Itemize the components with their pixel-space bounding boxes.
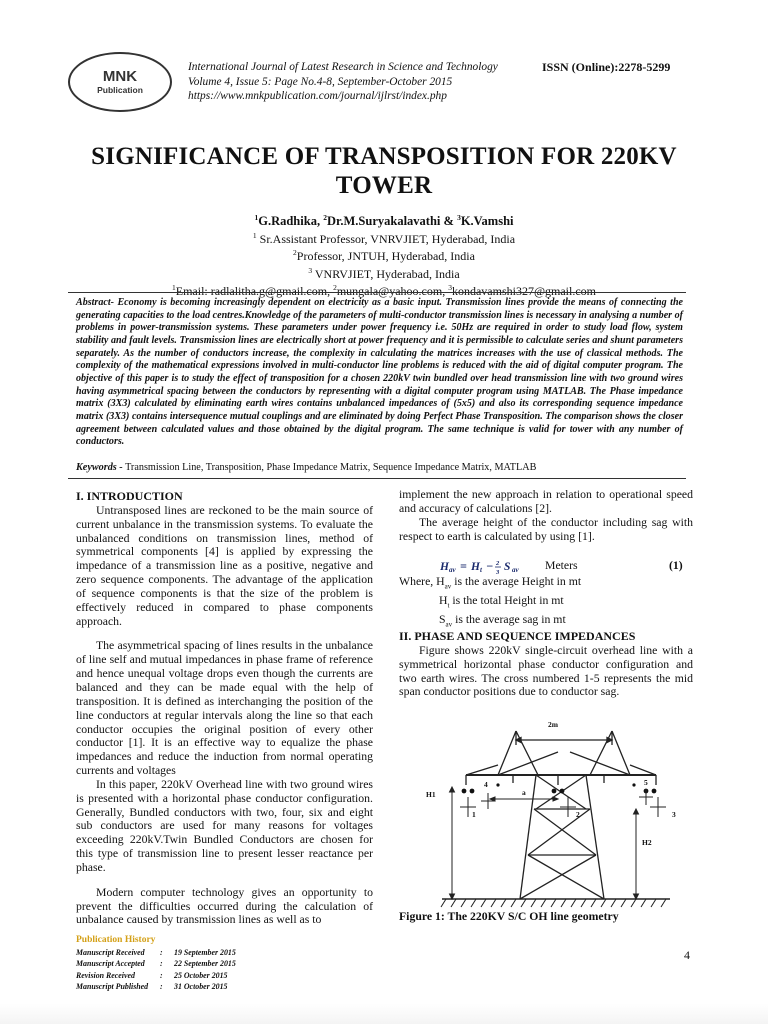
author-block [40,211,728,299]
def-text: is the total Height in mt [449,593,564,607]
affiliation-3 [40,264,728,282]
history-colon: : [160,970,163,980]
section2-paragraph: Figure shows 220kV single-circuit overhead line with a symmetrical horizontal phase conductor configuration and two earth wires. The cross numbered 1-5 represents the mid span conductor positions due to conductor sag. [399,643,693,699]
table-row [76,970,236,981]
svg-text:−: − [486,559,494,573]
svg-text:3: 3 [496,569,500,575]
publisher-logo [68,52,172,112]
intro-paragraph-2: The asymmetrical spacing of lines results in the unbalance of line self and mutual impedances in phase frame of reference and hence unequal voltage drops even though the currents are balanced and they can be made equal with the help of transposition. It is defined as interchanging the position of the line conductors at regular intervals along the line so that each conductor occupies the original position of every other conductor [1]. It is an effective way to equalize the phase impedances and reduce the induction from normal operating currents and voltages [76,639,373,778]
equation-1-formula [440,557,534,575]
def-sub: av [444,582,452,591]
sup: 2 [333,283,337,293]
title-line-2: TOWER [335,172,433,199]
right-paragraph-1: implement the new approach in relation to operational speed and accuracy of calculations [2]. [399,488,693,515]
sup: 1 [172,283,176,293]
affiliation-2-text: Professor, JNTUH, Hyderabad, India [296,249,475,264]
label-conductor-3: 3 [672,810,676,819]
label-h2: H2 [642,838,652,847]
svg-text:S: S [504,561,511,573]
definition-hav [399,575,689,594]
def-sub: av [445,620,453,629]
journal-volume: Volume 4, Issue 5: Page No.4-8, September-October 2015 [188,75,453,88]
abstract-top-rule [68,292,686,293]
email-1[interactable]: Email: radlalitha.g@gmail.com, [175,284,334,299]
history-key: Manuscript Published [76,981,149,991]
table-row [76,981,236,992]
def-sub: t [447,601,450,610]
publication-history-table [76,947,236,992]
label-conductor-2: 2 [576,810,580,819]
svg-text:H: H [440,561,449,573]
affiliation-2 [40,246,728,264]
history-value: 31 October 2015 [174,981,228,991]
svg-text:=: = [460,559,467,573]
history-colon: : [160,948,163,957]
def-text: S [439,612,446,626]
sup: 2 [293,248,297,258]
svg-text:t: t [480,566,482,574]
equation-definitions [399,575,689,632]
history-value: 19 September 2015 [174,948,236,957]
journal-name: International Journal of Latest Research in Science and Technology [188,61,498,73]
table-row [76,947,236,958]
def-text: is the average Height in mt [451,575,582,588]
abstract-text: Economy is becoming increasingly dependent on electricity as a basic input. Transmission lines provide the means of connecting the generating capacities to the load centres.Knowledge of the parameters of multi-conductor transmission lines is necessary in analysing a number of problems in power-transmission systems. These parameters under power frequency i.e. 50Hz are required in order to study load flow, system stability and fault levels. Transmission lines are electrically short at power frequency and it is permissible to calculate series and shunt parameters separately. As the number of conductors increase, the complexity in calculating the matrices increases with the use of classical methods. The complexity of the mathematical expressions involved in multi-conductor line problems is reduced with the aid of digital computer program. The objective of this paper is to study the effect of transposition for a chosen 220kV twin bundled over head transmission line with two ground wires having asymmetrical spacing between the conductors by representing with a digital computer program using MATLAB. The Phase impedance matrix (3X3) calculated by eliminating earth wires contains unbalanced impedances of (5x5) and also its corresponding sequence impedance matrix (3X3) contains intersequence mutual couplings and are eliminated by doing Perfect Phase Transposition. The comparison shows the closer agreement between calculated values and those obtained by the digital program. The same technique is valid for tower with any number of conductors. [76,297,683,448]
keywords-label: Keywords - [76,462,123,473]
journal-info [188,60,528,104]
publication-history [76,933,286,992]
intro-paragraph-4: Modern computer technology gives an opportunity to prevent the difficulties occurred during the calculation of unbalance caused by transmission lines as well as to [76,885,373,927]
history-key: Manuscript Received [76,948,145,957]
right-column-section2 [399,630,693,699]
section-heading-introduction: I. INTRODUCTION [76,489,183,503]
email-2[interactable]: mungala@yahoo.com, [336,284,449,299]
def-text: Where, H [399,575,445,588]
right-paragraph-2: The average height of the conductor including sag with respect to earth is calculated by using [1]. [399,515,693,543]
label-conductor-1: 1 [472,810,476,819]
label-h1: H1 [426,790,436,799]
keywords-text: Transmission Line, Transposition, Phase Impedance Matrix, Sequence Impedance Matrix, MATLAB [122,462,537,473]
author-1: G.Radhika, [258,214,324,229]
journal-url[interactable]: https://www.mnkpublication.com/journal/ijlrst/index.php [188,90,447,102]
history-value: 25 October 2015 [174,970,228,980]
label-2m: 2m [548,720,558,729]
logo-sub-text: Publication [97,85,143,95]
publication-history-title: Publication History [76,935,156,945]
table-row [76,958,236,969]
affiliation-1-text: Sr.Assistant Professor, VNRVJIET, Hyderabad, India [259,231,516,246]
svg-text:2: 2 [496,560,500,567]
page-number: 4 [684,948,690,962]
right-column-top [399,488,693,543]
left-column [76,490,373,927]
history-colon: : [160,981,163,991]
abstract-bottom-rule [68,478,686,479]
intro-paragraph-3: In this paper, 220kV Overhead line with two ground wires is presented with a horizontal phase conductor configuration. Generally, Bundled conductors with two, four, six and eight sub conductors are used for many reasons for voltages exceeding 220kV.Twin Bundled Conductors are chosen for this type of transmission line to present lesser reactance per phase. [76,777,373,874]
paper-title [40,142,728,200]
tower-figure [408,717,691,910]
history-value: 22 September 2015 [174,959,236,969]
issn: ISSN (Online):2278-5299 [542,60,671,74]
history-key: Manuscript Accepted [76,959,145,969]
phase-conductors [462,783,657,793]
figure-caption: Figure 1: The 220KV S/C OH line geometry [399,910,619,923]
author-2: Dr.M.Suryakalavathi & [326,214,458,229]
label-conductor-4: 4 [484,780,488,789]
affiliation-1 [40,229,728,247]
sup: 3 [448,283,452,293]
sup: 3 [457,213,461,222]
svg-text:av: av [449,566,456,574]
sup: 1 [254,213,259,222]
keywords [76,461,683,474]
history-key: Revision Received [76,970,135,980]
intro-paragraph-1: Untransposed lines are reckoned to be the main source of current unbalance in the transmission systems. To evaluate the unbalanced conditions on transmission lines, method of symmetrical components [4] is applied by expressing the impedance of a transmission line as a positive, negative and zero sequence components. The advantage of the application of sequence components is that the size of the problem is effectively reduced in compared to phase components approach. [76,503,373,628]
email-3[interactable]: kondavamshi327@gmail.com [451,284,596,299]
equation-number: (1) [669,559,683,572]
def-text: is the average sag in mt [452,612,566,626]
equation-units: Meters [545,559,578,572]
abstract [76,297,683,449]
author-3: K.Vamshi [460,214,514,229]
author-names [40,211,728,229]
abstract-label: Abstract- [76,297,114,308]
sup: 2 [323,213,327,222]
label-conductor-5: 5 [644,778,648,787]
svg-text:av: av [512,566,519,574]
ground-hatching [441,899,666,907]
sup: 1 [252,230,257,240]
label-a: a [522,788,526,797]
sup: 3 [308,265,313,275]
definition-ht [399,594,689,613]
title-line-1: SIGNIFICANCE OF TRANSPOSITION FOR 220KV [91,143,677,170]
section-heading-impedances: II. PHASE AND SEQUENCE IMPEDANCES [399,629,636,643]
logo-main-text: MNK [102,68,138,85]
history-colon: : [160,959,163,969]
affiliation-3-text: VNRVJIET, Hyderabad, India [314,266,460,281]
def-text: H [439,593,448,607]
svg-text:H: H [471,561,480,573]
